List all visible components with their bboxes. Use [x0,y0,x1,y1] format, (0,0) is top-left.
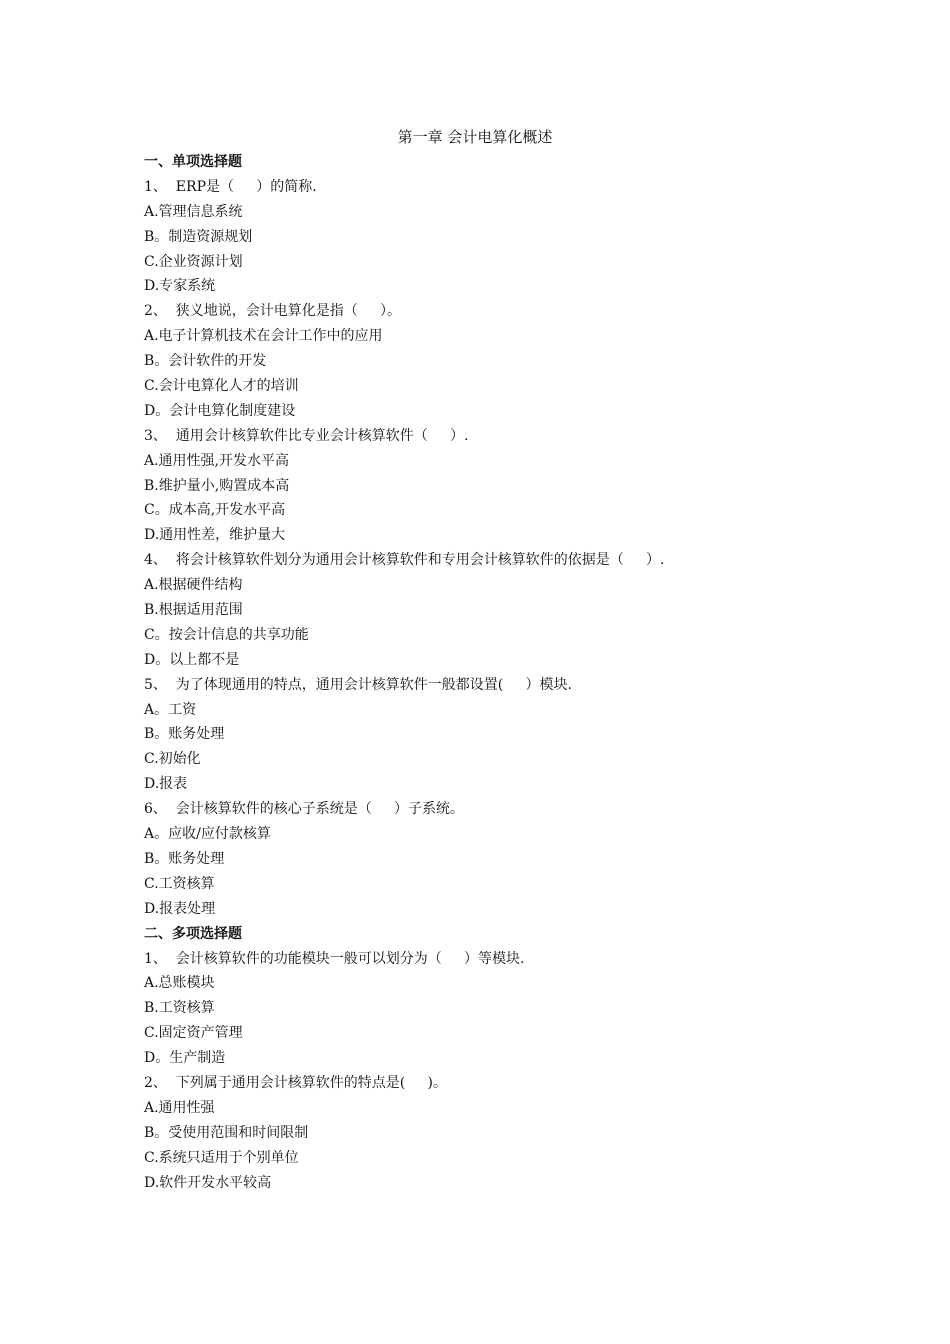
question-stem: 1、 ERP是（ ）的简称. [144,178,317,195]
question-option: A.电子计算机技术在会计工作中的应用 [144,328,383,345]
section-heading-multiple-choice: 二、多项选择题 [144,925,242,942]
question-option: C。按会计信息的共享功能 [144,626,309,643]
question-option: D。会计电算化制度建设 [144,402,296,419]
question-stem: 1、 会计核算软件的功能模块一般可以划分为（ ）等模块. [144,950,525,967]
question-stem: 5、 为了体现通用的特点，通用会计核算软件一般都设置( ）模块. [144,676,572,693]
question-option: D.报表处理 [144,900,216,917]
question-stem: 2、 下列属于通用会计核算软件的特点是( )。 [144,1074,447,1091]
question-option: C。成本高,开发水平高 [144,502,286,519]
question-option: B.维护量小,购置成本高 [144,477,290,494]
question-option: A.管理信息系统 [144,203,243,220]
question-option: A。工资 [144,701,197,718]
question-option: D。以上都不是 [144,651,240,668]
question-option: B。会计软件的开发 [144,353,267,370]
question-stem: 6、 会计核算软件的核心子系统是（ ）子系统。 [144,801,465,818]
question-option: C.工资核算 [144,875,215,892]
question-option: A.通用性强 [144,1099,215,1116]
question-option: D.专家系统 [144,278,216,295]
question-option: C.企业资源计划 [144,253,243,270]
question-option: D.报表 [144,776,188,793]
question-option: B.根据适用范围 [144,602,243,619]
question-option: B.工资核算 [144,1000,215,1017]
question-option: A.通用性强,开发水平高 [144,452,290,469]
question-option: A。应收/应付款核算 [144,826,271,843]
chapter-title: 第一章 会计电算化概述 [397,128,553,146]
question-option: C.系统只适用于个别单位 [144,1149,299,1166]
question-option: D。生产制造 [144,1050,226,1067]
question-option: C.会计电算化人才的培训 [144,378,299,395]
question-stem: 3、 通用会计核算软件比专业会计核算软件（ ）. [144,427,469,444]
question-option: A.总账模块 [144,975,215,992]
section-heading-single-choice: 一、单项选择题 [144,154,242,170]
question-option: B。账务处理 [144,850,225,867]
question-option: D.通用性差，维护量大 [144,527,286,544]
question-option: B。受使用范围和时间限制 [144,1124,309,1141]
question-option: C.固定资产管理 [144,1025,243,1042]
document-body [144,150,824,1195]
question-option: B。账务处理 [144,726,225,743]
question-option: C.初始化 [144,751,201,768]
question-stem: 4、 将会计核算软件划分为通用会计核算软件和专用会计核算软件的依据是（ ）. [144,552,665,569]
question-option: B。制造资源规划 [144,228,253,245]
question-option: D.软件开发水平较高 [144,1174,272,1191]
question-stem: 2、 狭义地说，会计电算化是指（ ）。 [144,303,402,320]
question-option: A.根据硬件结构 [144,577,243,594]
